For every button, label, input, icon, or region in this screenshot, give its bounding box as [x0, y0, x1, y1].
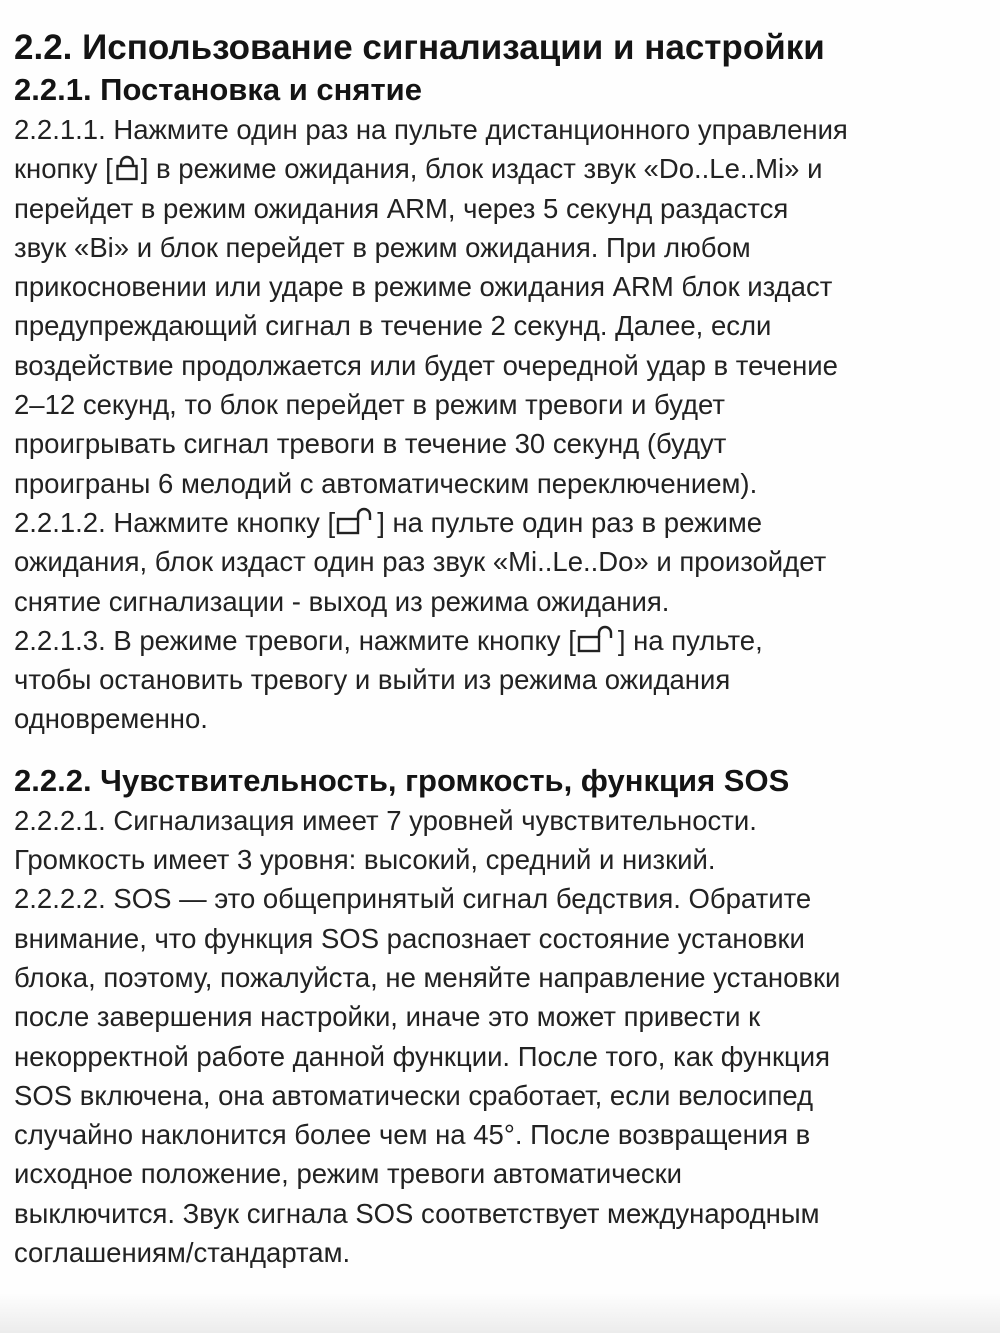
paragraph-2-2-2-2 [14, 879, 990, 1272]
subsection-title-setup: 2.2.1. Постановка и снятие [14, 72, 422, 107]
text-line: внимание, что функция SOS распознает состояние установки [14, 922, 805, 954]
text-line: предупреждающий сигнал в течение 2 секунд. Далее, если [14, 310, 772, 342]
text-line: 2.2.2.2. SOS — это общепринятый сигнал бедствия. Обратите [14, 883, 812, 915]
text-line: чтобы остановить тревогу и выйти из режима ожидания [14, 664, 731, 696]
text-line: перейдет в режим ожидания ARM, через 5 секунд раздастся [14, 192, 789, 224]
text-line: блока, поэтому, пожалуйста, не меняйте направление установки [14, 961, 841, 993]
text-line [14, 621, 990, 660]
text-line: после завершения настройки, иначе это может привести к [14, 1001, 761, 1033]
text-line: некорректной работе данной функции. После того, как функция [14, 1040, 830, 1072]
text-line [14, 503, 990, 542]
text-line [14, 149, 990, 188]
text-line: проиграны 6 мелодий с автоматическим переключением). [14, 467, 758, 499]
text-line: воздействие продолжается или будет очередной удар в течение [14, 349, 838, 381]
text-line: SOS включена, она автоматически сработает, если велосипед [14, 1079, 814, 1111]
text-fragment: кнопку [ [14, 153, 113, 185]
text-fragment: 2.2.1.2. Нажмите кнопку [ [14, 506, 336, 538]
manual-page [14, 26, 990, 1272]
text-line: ожидания, блок издаст один раз звук «Mi..Le..Do» и произойдет [14, 546, 827, 578]
paragraph-2-2-1-2 [14, 503, 990, 621]
text-line: звук «Bi» и блок перейдет в режим ожидания. При любом [14, 231, 751, 263]
paragraph-2-2-1-1 [14, 110, 990, 503]
text-line: Громкость имеет 3 уровня: высокий, средний и низкий. [14, 844, 716, 876]
subsection-title-sensitivity: 2.2.2. Чувствительность, громкость, функция SOS [14, 762, 790, 798]
page-bottom-shadow [0, 1293, 1000, 1333]
text-fragment: ] на пульте, [617, 624, 763, 656]
text-line: проигрывать сигнал тревоги в течение 30 секунд (будут [14, 428, 727, 460]
lock-open-icon [336, 507, 376, 535]
text-line: снятие сигнализации - выход из режима ожидания. [14, 585, 670, 617]
text-line: 2.2.1.1. Нажмите один раз на пульте дистанционного управления [14, 114, 848, 145]
text-fragment: 2.2.1.3. В режиме тревоги, нажмите кнопку [ [14, 624, 576, 656]
paragraph-2-2-1-3 [14, 621, 990, 739]
text-line: прикосновении или ударе в режиме ожидания ARM блок издаст [14, 271, 833, 303]
text-line: исходное положение, режим тревоги автоматически [14, 1158, 683, 1190]
text-line: случайно наклонится более чем на 45°. После возвращения в [14, 1119, 811, 1151]
text-line: соглашениям/стандартам. [14, 1237, 351, 1269]
paragraph-2-2-2-1 [14, 801, 990, 880]
text-line: одновременно. [14, 703, 208, 735]
lock-closed-icon [114, 155, 140, 181]
section-title: 2.2. Использование сигнализации и настройки [14, 28, 825, 67]
text-line: 2.2.2.1. Сигнализация имеет 7 уровней чувствительности. [14, 804, 757, 836]
lock-open-icon [577, 625, 617, 653]
text-fragment: ] в режиме ожидания, блок издаст звук «Do..Le..Mi» и [140, 153, 823, 185]
text-fragment: ] на пульте один раз в режиме [377, 506, 763, 538]
text-line: 2–12 секунд, то блок перейдет в режим тревоги и будет [14, 389, 725, 421]
text-line: выключится. Звук сигнала SOS соответствует международным [14, 1197, 820, 1229]
